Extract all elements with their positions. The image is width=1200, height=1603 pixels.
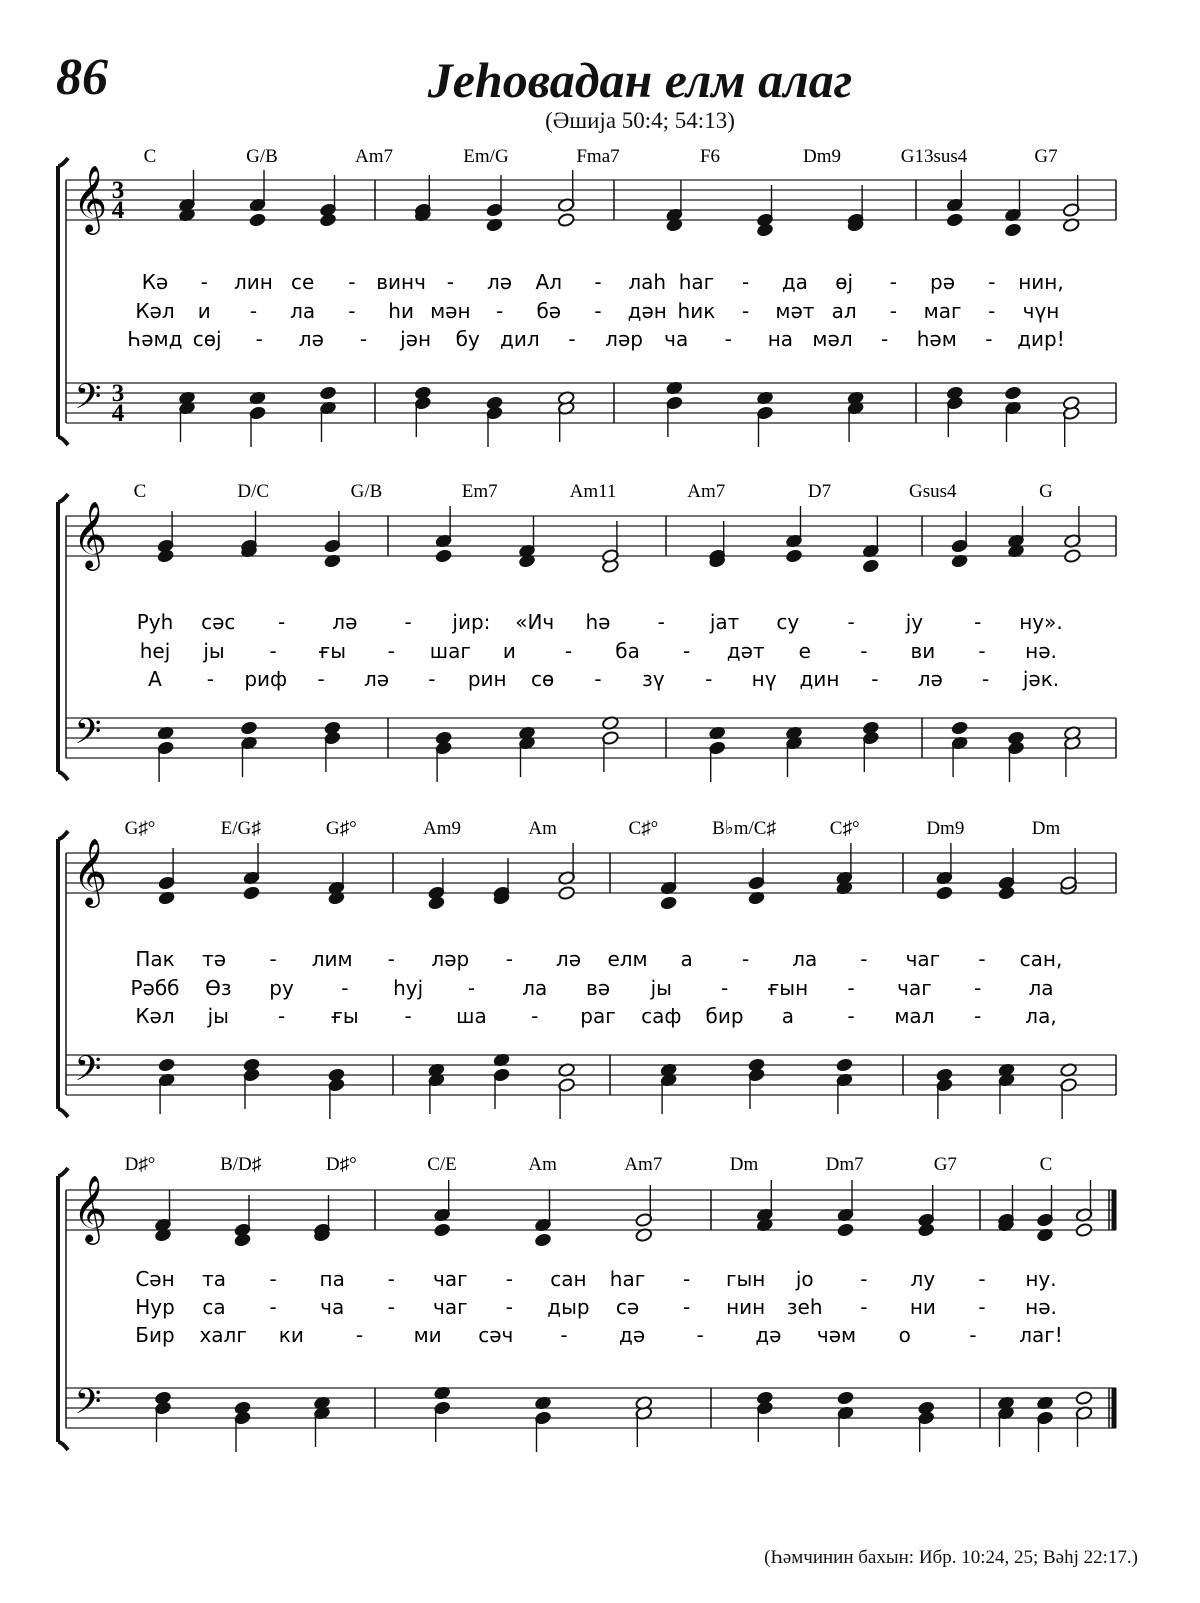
lyric-syllable: бир	[705, 1004, 744, 1028]
note-head	[534, 1233, 552, 1248]
lyric-hyphen: -	[359, 327, 368, 351]
lyric-hyphen: -	[978, 1295, 986, 1319]
lyric-syllable: ла	[290, 299, 316, 323]
chord-symbol: C/E	[427, 1154, 457, 1175]
lyric-syllable: а	[680, 947, 693, 971]
system-4	[58, 1154, 1116, 1452]
lyric-syllable: су	[776, 610, 800, 634]
lyric-syllable: вә	[585, 976, 611, 1000]
lyric-syllable: шаг	[429, 639, 471, 663]
time-signature-top: 3	[111, 177, 125, 204]
note-head	[158, 1058, 176, 1073]
lyric-syllable: чүн	[1022, 299, 1060, 323]
lyric-syllable: ла	[522, 976, 548, 1000]
note-head	[862, 559, 880, 574]
chord-symbol: D♯°	[325, 1154, 357, 1175]
lyric-syllable: дә	[619, 1323, 646, 1347]
lyric-hyphen: -	[404, 1004, 412, 1028]
note-head	[249, 213, 267, 228]
chord-symbol: D/C	[237, 481, 270, 502]
lyric-hyphen: -	[594, 667, 602, 691]
lyric-hyphen: -	[860, 947, 868, 971]
lyric-syllable: ғы	[331, 1004, 359, 1028]
lyric-hyphen: -	[428, 667, 436, 691]
lyric-syllable: ла	[1028, 976, 1054, 1000]
note-head	[1004, 223, 1022, 238]
lyric-syllable: ју	[905, 610, 924, 634]
lyric-hyphen: -	[742, 299, 750, 323]
note-head	[154, 1391, 172, 1406]
lyric-syllable: А	[148, 667, 162, 691]
lyric-hyphen: -	[200, 270, 208, 294]
lyric-hyphen: -	[467, 976, 476, 1000]
lyric-syllable: лә	[332, 610, 358, 634]
lyric-hyphen: -	[969, 1323, 977, 1347]
bass-clef: 𝄢	[74, 1048, 102, 1097]
system-1	[58, 146, 1116, 447]
note-head	[1075, 1391, 1093, 1406]
lyric-syllable: ләр	[431, 947, 470, 971]
note-head	[660, 896, 678, 911]
lyric-hyphen: -	[255, 327, 263, 351]
lyric-syllable: ви	[910, 639, 936, 663]
chord-symbol: D7	[807, 481, 832, 502]
note-head	[234, 1401, 252, 1416]
note-head	[836, 1058, 854, 1073]
lyric-syllable: маг	[923, 299, 962, 323]
lyric-syllable: сө	[531, 667, 555, 691]
note-head	[862, 721, 880, 736]
lyric-syllable: сан,	[1019, 947, 1063, 971]
treble-clef: 𝄞	[72, 500, 108, 568]
lyric-hyphen: -	[742, 947, 750, 971]
lyric-syllable: јы	[207, 1004, 229, 1028]
lyric-hyphen: -	[341, 976, 349, 1000]
lyric-hyphen: -	[982, 667, 990, 691]
lyric-syllable: Өз	[205, 976, 232, 1000]
lyric-syllable: дин	[799, 667, 840, 691]
lyric-syllable: дән	[627, 299, 667, 323]
lyric-syllable: ру	[269, 976, 294, 1000]
chord-symbol: E/G♯	[220, 818, 261, 839]
bass-clef: 𝄢	[74, 376, 102, 425]
lyric-syllable: сөј	[192, 327, 222, 351]
note-head	[785, 549, 803, 564]
note-head	[486, 396, 504, 411]
lyric-syllable: чаг	[897, 976, 932, 1000]
chord-symbol: Dm9	[926, 818, 965, 839]
note-head	[917, 1401, 935, 1416]
lyric-hyphen: -	[564, 639, 573, 663]
lyric-syllable: лә	[298, 327, 324, 351]
lyric-syllable: мал	[894, 1004, 935, 1028]
footnote: (Һәмчинин бахын: Ибр. 10:24, 25; Вәһј 22:17.)	[764, 1547, 1138, 1568]
lyric-syllable: һи	[388, 299, 414, 323]
lyric-syllable: а	[781, 1004, 794, 1028]
lyric-syllable: бә	[536, 299, 562, 323]
lyric-syllable: халг	[199, 1323, 247, 1347]
lyric-syllable: е	[798, 639, 811, 663]
lyric-syllable: Бир	[135, 1323, 175, 1347]
lyric-hyphen: -	[974, 610, 982, 634]
chord-symbol: G/B	[246, 146, 278, 167]
lyric-syllable: јо	[795, 1267, 814, 1291]
lyric-syllable: һуј	[393, 976, 424, 1000]
lyric-syllable: се	[291, 270, 315, 294]
lyric-syllable: лә	[917, 667, 943, 691]
lyric-syllable: лаг!	[1019, 1323, 1063, 1347]
chord-symbol: G/B	[350, 481, 383, 502]
lyric-hyphen: -	[317, 667, 325, 691]
lyric-hyphen: -	[568, 327, 576, 351]
lyric-hyphen: -	[348, 270, 356, 294]
time-signature-top: 3	[111, 380, 125, 407]
treble-clef: 𝄞	[72, 164, 108, 232]
lyric-hyphen: -	[387, 1267, 395, 1291]
chord-symbol: C♯°	[628, 818, 659, 839]
note-head	[748, 1058, 766, 1073]
lyric-hyphen: -	[881, 327, 889, 351]
lyric-syllable: рә	[930, 270, 956, 294]
lyric-hyphen: -	[277, 610, 286, 634]
lyric-hyphen: -	[847, 1004, 855, 1028]
lyric-syllable: раг	[580, 1004, 616, 1028]
chord-symbol: Dm7	[825, 1154, 864, 1175]
lyric-hyphen: -	[387, 947, 395, 971]
lyric-syllable: лә	[363, 667, 390, 691]
chord-symbol: C	[143, 146, 157, 167]
lyric-syllable: винч	[376, 270, 426, 294]
lyric-hyphen: -	[531, 1004, 539, 1028]
lyric-hyphen: -	[889, 299, 897, 323]
lyric-hyphen: -	[978, 1267, 986, 1291]
lyric-hyphen: -	[269, 1295, 277, 1319]
lyric-syllable: һаг	[609, 1267, 646, 1291]
lyric-syllable: да	[781, 270, 808, 294]
lyric-hyphen: -	[505, 947, 514, 971]
chord-symbol: Dm	[729, 1154, 759, 1175]
lyric-hyphen: -	[974, 1004, 982, 1028]
lyric-syllable: о	[898, 1323, 911, 1347]
lyric-syllable: лә	[487, 270, 513, 294]
lyric-hyphen: -	[978, 947, 986, 971]
note-head	[946, 213, 964, 228]
treble-clef: 𝄞	[72, 1174, 108, 1242]
lyric-syllable: мәт	[775, 299, 815, 323]
chord-symbol: G♯°	[124, 818, 156, 839]
lyric-hyphen: -	[871, 667, 879, 691]
chord-symbol: G♯°	[325, 818, 357, 839]
lyric-syllable: саф	[641, 1004, 682, 1028]
lyric-syllable: ну.	[1025, 1267, 1057, 1291]
chord-symbol: C	[1039, 1154, 1053, 1175]
lyric-syllable: ми	[413, 1323, 442, 1347]
note-head	[240, 721, 258, 736]
lyric-syllable: нин,	[1018, 270, 1064, 294]
note-head	[243, 886, 261, 901]
lyric-hyphen: -	[889, 270, 897, 294]
lyric-syllable: лим	[311, 947, 353, 971]
lyric-syllable: чаг	[433, 1295, 468, 1319]
lyric-syllable: јат	[709, 610, 740, 634]
chord-symbol: Am7	[687, 481, 726, 502]
scripture-reference: (Әшија 50:4; 54:13)	[545, 108, 735, 133]
song-number: 86	[56, 49, 108, 106]
lyric-syllable: һик	[677, 299, 716, 323]
lyric-hyphen: -	[988, 270, 996, 294]
lyric-syllable: јы	[203, 639, 225, 663]
lyric-hyphen: -	[355, 1323, 364, 1347]
lyric-syllable: па	[319, 1267, 345, 1291]
lyric-syllable: дә	[755, 1323, 782, 1347]
lyric-syllable: һәм	[916, 327, 957, 351]
lyric-syllable: Һәмд	[127, 327, 183, 351]
time-signature-bottom: 4	[111, 400, 125, 427]
chord-symbol: G7	[933, 1154, 957, 1175]
note-head	[328, 1068, 346, 1083]
lyric-hyphen: -	[495, 299, 504, 323]
note-head	[243, 1058, 261, 1073]
lyric-syllable: сә	[615, 1295, 640, 1319]
lyric-syllable: Пак	[135, 947, 175, 971]
lyric-syllable: са	[202, 1295, 226, 1319]
lyric-syllable: нин	[726, 1295, 766, 1319]
lyric-syllable: тә	[202, 947, 227, 971]
lyric-syllable: зү	[642, 667, 665, 691]
lyric-syllable: нү	[751, 667, 777, 691]
chord-symbol: Em7	[461, 481, 498, 502]
note-head	[946, 386, 964, 401]
lyric-syllable: зеһ	[786, 1295, 823, 1319]
chord-symbol: C	[133, 481, 147, 502]
chord-symbol: B♭m/C♯	[712, 818, 776, 839]
chord-symbol: G13sus4	[900, 146, 968, 167]
bass-clef: 𝄢	[74, 1381, 102, 1430]
lyric-syllable: һеј	[139, 639, 171, 663]
lyric-syllable: јән	[400, 327, 432, 351]
chord-symbol: C♯°	[829, 818, 860, 839]
note-head	[951, 721, 969, 736]
chord-symbol: Am	[528, 1154, 557, 1175]
note-head	[1007, 731, 1025, 746]
chord-symbol: Dm	[1031, 818, 1061, 839]
lyric-syllable: елм	[607, 947, 648, 971]
lyric-syllable: нә.	[1025, 1295, 1057, 1319]
note-head	[936, 1068, 954, 1083]
lyric-syllable: ләр	[605, 327, 643, 351]
note-head	[558, 886, 576, 901]
note-head	[319, 386, 337, 401]
lyric-syllable: дәт	[726, 639, 765, 663]
lyric-syllable: Ал	[535, 270, 563, 294]
lyric-syllable: риф	[244, 667, 288, 691]
lyric-hyphen: -	[505, 1267, 514, 1291]
lyric-syllable: бу	[455, 327, 480, 351]
lyric-syllable: «Ич	[515, 610, 555, 634]
lyric-syllable: и	[197, 299, 211, 323]
lyric-syllable: дил	[500, 327, 540, 351]
lyric-hyphen: -	[594, 270, 602, 294]
chord-symbol: F6	[699, 146, 721, 167]
chord-symbol: Am7	[624, 1154, 663, 1175]
lyric-syllable: мәл	[812, 327, 853, 351]
lyric-syllable: Кәл	[135, 1004, 175, 1028]
lyric-syllable: чаг	[905, 947, 941, 971]
lyric-hyphen: -	[269, 639, 277, 663]
time-signature-bottom: 4	[111, 197, 125, 224]
lyric-syllable: ғы	[318, 639, 347, 663]
lyric-hyphen: -	[985, 327, 993, 351]
lyric-hyphen: -	[974, 976, 982, 1000]
lyric-hyphen: -	[682, 1267, 691, 1291]
system-2	[58, 481, 1116, 782]
lyric-hyphen: -	[505, 1295, 514, 1319]
lyric-syllable: дыр	[547, 1295, 590, 1319]
lyric-syllable: Кә	[141, 270, 169, 294]
note-head	[756, 1391, 774, 1406]
lyric-hyphen: -	[446, 270, 454, 294]
lyric-syllable: сәч	[478, 1323, 514, 1347]
lyric-syllable: та	[202, 1267, 227, 1291]
chord-symbol: Am	[528, 818, 557, 839]
lyric-hyphen: -	[657, 610, 665, 634]
lyric-syllable: на	[767, 327, 794, 351]
lyric-hyphen: -	[847, 976, 855, 1000]
note-head	[435, 549, 453, 564]
lyric-syllable: лу	[910, 1267, 936, 1291]
lyric-syllable: лин	[234, 270, 273, 294]
chord-symbol: G7	[1034, 146, 1058, 167]
lyric-hyphen: -	[988, 299, 996, 323]
lyric-hyphen: -	[404, 610, 412, 634]
lyric-syllable: јир:	[452, 610, 491, 634]
lyric-hyphen: -	[277, 1004, 286, 1028]
note-head	[1075, 1223, 1093, 1238]
note-head	[837, 1391, 855, 1406]
lyric-hyphen: -	[705, 667, 713, 691]
chord-symbol: Dm9	[803, 146, 841, 167]
lyric-syllable: и	[502, 639, 516, 663]
lyric-syllable: ша	[456, 1004, 487, 1028]
lyric-hyphen: -	[249, 299, 258, 323]
note-head	[414, 386, 432, 401]
lyric-syllable: һә	[585, 610, 611, 634]
lyric-hyphen: -	[847, 610, 855, 634]
chord-symbol: Em/G	[463, 146, 509, 167]
lyric-syllable: Рәбб	[130, 976, 180, 1000]
lyric-syllable: јы	[650, 976, 672, 1000]
lyric-syllable: ғын	[767, 976, 809, 1000]
lyric-hyphen: -	[206, 667, 214, 691]
chord-symbol: Gsus4	[908, 481, 957, 502]
lyric-syllable: сан	[550, 1267, 587, 1291]
treble-clef: 𝄞	[72, 837, 108, 905]
lyric-syllable: ну».	[1019, 610, 1063, 634]
chord-symbol: Fma7	[576, 146, 620, 167]
lyric-syllable: чәм	[816, 1323, 857, 1347]
lyric-syllable: мән	[430, 299, 471, 323]
lyric-syllable: һаг	[678, 270, 715, 294]
note-head	[324, 721, 342, 736]
lyric-syllable: ба	[615, 639, 640, 663]
chord-symbol: Am9	[423, 818, 461, 839]
lyric-hyphen: -	[348, 299, 356, 323]
lyric-hyphen: -	[720, 976, 729, 1000]
lyric-hyphen: -	[724, 327, 732, 351]
lyric-hyphen: -	[387, 1295, 395, 1319]
lyric-hyphen: -	[594, 299, 602, 323]
lyric-hyphen: -	[560, 1323, 568, 1347]
lyric-syllable: нә.	[1025, 639, 1057, 663]
lyric-syllable: дир!	[1017, 327, 1065, 351]
lyric-syllable: ки	[278, 1323, 304, 1347]
lyric-syllable: ла,	[1025, 1004, 1057, 1028]
lyric-syllable: өј	[835, 270, 854, 294]
chord-symbol: D♯°	[124, 1154, 156, 1175]
system-3	[58, 818, 1116, 1119]
lyric-syllable: чаг	[433, 1267, 468, 1291]
lyric-hyphen: -	[387, 639, 395, 663]
lyric-syllable: ал	[831, 299, 857, 323]
note-head	[433, 1223, 451, 1238]
bass-clef: 𝄢	[74, 711, 102, 760]
lyric-hyphen: -	[269, 947, 277, 971]
lyric-hyphen: -	[978, 639, 986, 663]
lyric-syllable: ла	[792, 947, 818, 971]
lyric-hyphen: -	[742, 270, 750, 294]
lyric-syllable: лә	[555, 947, 582, 971]
lyric-syllable: Нур	[135, 1295, 175, 1319]
note-head	[1004, 386, 1022, 401]
song-title: Јеһовадан елм алаг	[427, 52, 853, 108]
chord-symbol: B/D♯	[220, 1154, 262, 1175]
chord-symbol: Am7	[355, 146, 393, 167]
lyric-syllable: ни	[909, 1295, 936, 1319]
chord-symbol: Am11	[569, 481, 617, 502]
lyric-hyphen: -	[860, 1267, 868, 1291]
lyric-hyphen: -	[860, 639, 868, 663]
lyric-hyphen: -	[682, 1295, 691, 1319]
lyric-syllable: рин	[467, 667, 507, 691]
lyric-hyphen: -	[682, 639, 691, 663]
lyric-hyphen: -	[696, 1323, 704, 1347]
lyric-syllable: Сән	[135, 1267, 175, 1291]
lyric-syllable: лаһ	[628, 270, 667, 294]
lyric-hyphen: -	[860, 1295, 868, 1319]
lyric-syllable: ча	[664, 327, 689, 351]
lyric-syllable: Руһ	[136, 610, 174, 634]
lyric-syllable: сәс	[201, 610, 236, 634]
note-head	[1064, 549, 1082, 564]
note-head	[557, 213, 575, 228]
lyric-syllable: гын	[725, 1267, 766, 1291]
note-head	[435, 731, 453, 746]
note-head	[936, 886, 954, 901]
lyric-syllable: Кәл	[135, 299, 175, 323]
lyric-hyphen: -	[269, 1267, 277, 1291]
note-head	[837, 1223, 855, 1238]
lyric-syllable: ча	[320, 1295, 345, 1319]
lyric-syllable: јәк.	[1022, 667, 1060, 691]
chord-symbol: G	[1039, 481, 1053, 502]
